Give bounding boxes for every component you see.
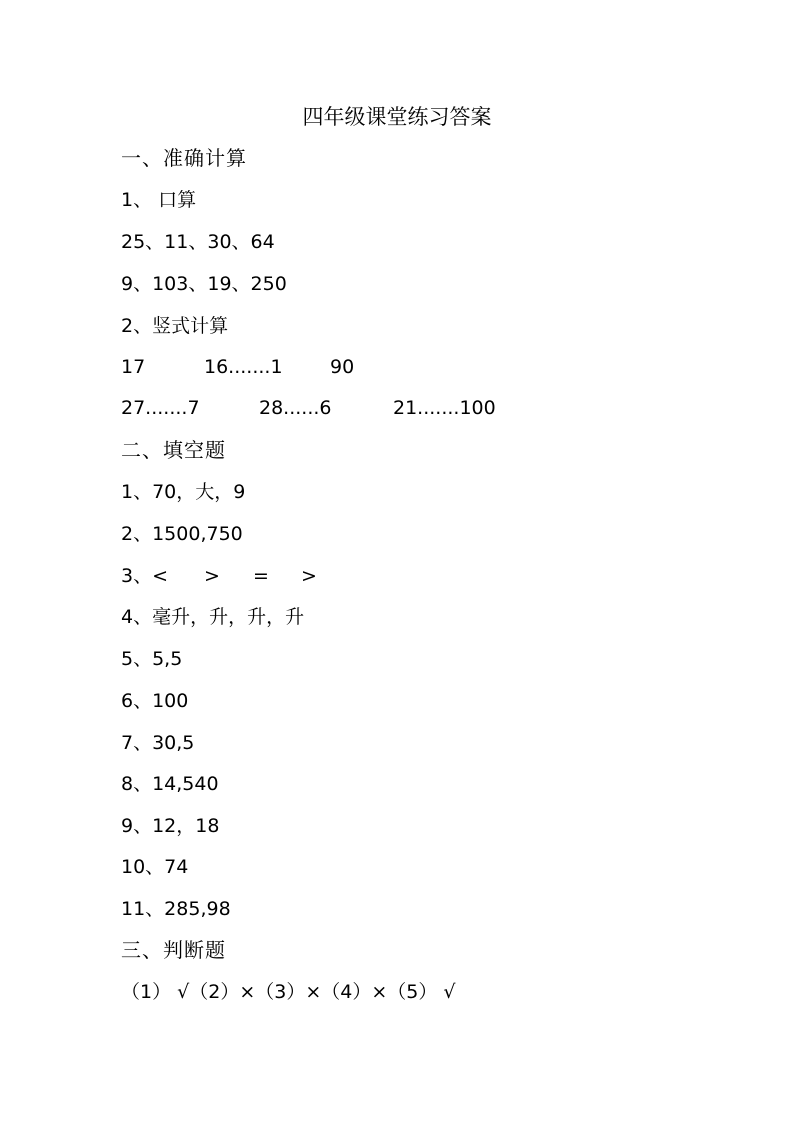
fill-blank-answer-11: 11、285,98: [121, 898, 231, 920]
section-heading-fill-in-blanks: 二、填空题: [121, 438, 226, 462]
vertical-calc-answer: 90: [330, 356, 355, 378]
fill-blank-answer-6: 6、100: [121, 690, 189, 712]
fill-blank-answer-7: 7、30,5: [121, 732, 195, 754]
vertical-calc-answer: 27.......7: [121, 397, 200, 419]
comparison-part: >: [204, 565, 220, 587]
vertical-calc-answer: 16.......1: [204, 356, 283, 378]
comparison-part: =: [253, 565, 269, 587]
vertical-calc-answer: 17: [121, 356, 146, 378]
fill-blank-answer-10: 10、74: [121, 856, 189, 878]
true-false-answers: （1） √（2）×（3）×（4）×（5） √: [121, 981, 456, 1003]
mental-math-row-1: 25、11、30、64: [121, 231, 275, 253]
comparison-part: >: [301, 565, 317, 587]
vertical-calc-answer: 28......6: [259, 397, 332, 419]
fill-blank-answer-8: 8、14,540: [121, 773, 219, 795]
section-heading-true-false: 三、判断题: [121, 938, 226, 962]
page-title: 四年级课堂练习答案: [302, 105, 492, 129]
fill-blank-answer-5: 5、5,5: [121, 648, 183, 670]
fill-blank-answer-9: 9、12，18: [121, 815, 220, 837]
subheading-mental-math: 1、 口算: [121, 189, 197, 211]
fill-blank-answer-4: 4、毫升，升，升，升: [121, 606, 305, 628]
fill-blank-answer-2: 2、1500,750: [121, 523, 243, 545]
mental-math-row-2: 9、103、19、250: [121, 273, 287, 295]
subheading-vertical-calculation: 2、竖式计算: [121, 315, 229, 337]
fill-blank-answer-1: 1、70，大，9: [121, 481, 246, 503]
section-heading-calculation: 一、准确计算: [121, 146, 247, 170]
comparison-part: 3、<: [121, 565, 169, 587]
vertical-calc-answer: 21.......100: [393, 397, 496, 419]
